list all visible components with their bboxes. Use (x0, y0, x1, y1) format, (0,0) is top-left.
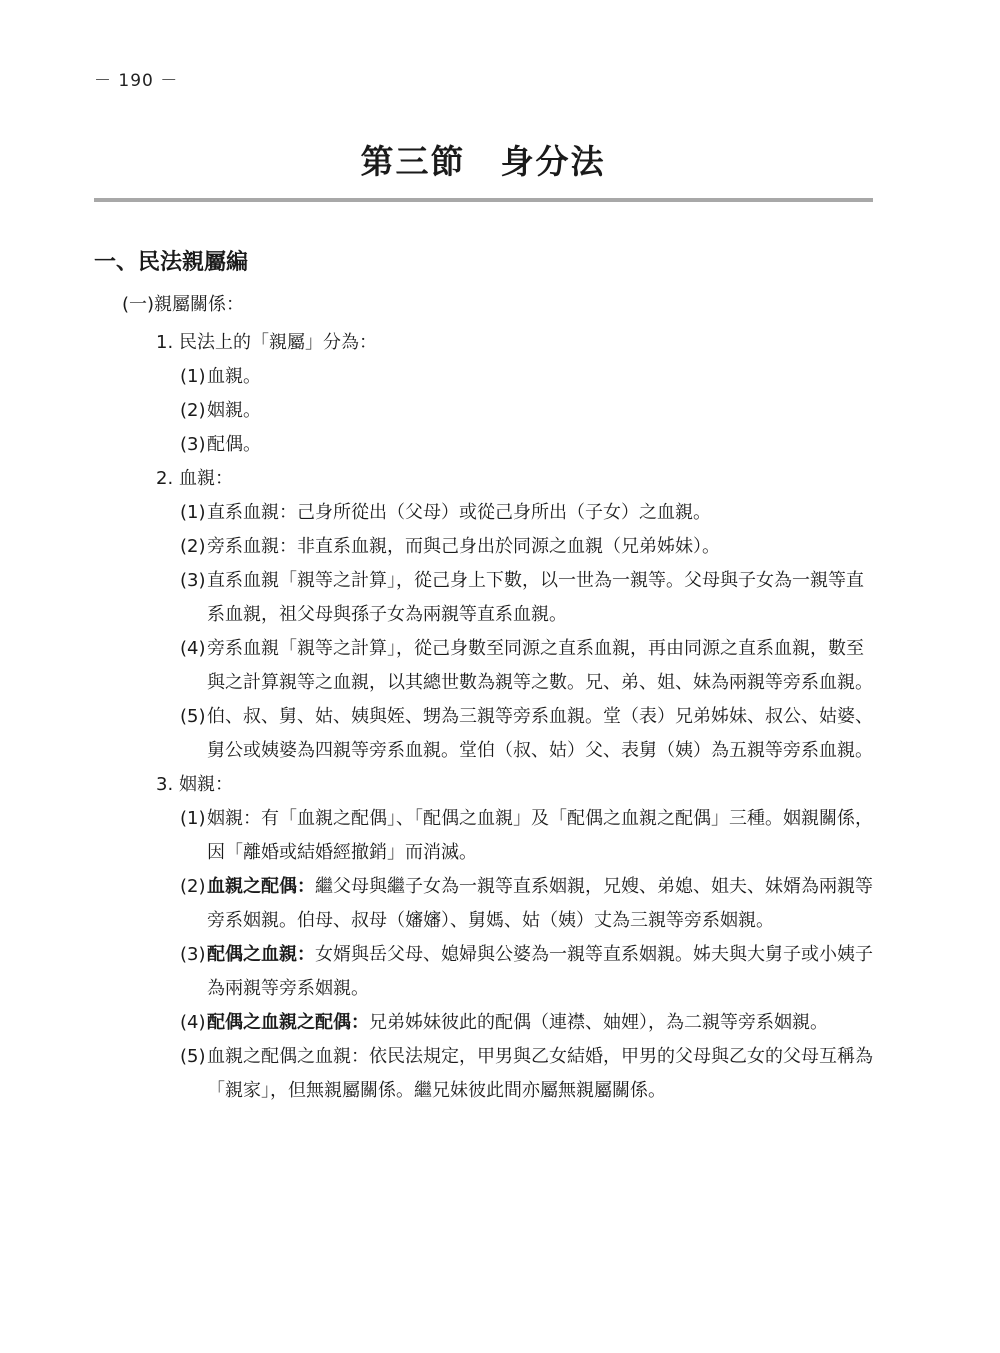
sub-list-item (94, 360, 873, 394)
sub-item-number: (2) (180, 536, 206, 557)
sub-item-text: 血親。 (207, 366, 261, 387)
sub-item-text (207, 1006, 873, 1040)
sub-list-item (94, 870, 873, 938)
item-text: 民法上的「親屬」分為： (179, 332, 377, 353)
sub-item-body: 兄弟姊妹彼此的配偶（連襟、妯娌），為二親等旁系姻親。 (369, 1012, 828, 1033)
item-number: 2. (156, 468, 174, 489)
sub-item-text: 直系血親「親等之計算」，從己身上下數，以一世為一親等。父母與子女為一親等直系血親，祖父母與孫子女為兩親等直系血親。 (207, 570, 864, 625)
list-item (94, 326, 873, 360)
sub-list-item (94, 700, 873, 768)
sub-list-item (94, 394, 873, 428)
sub-item-lead: 配偶之血親： (207, 944, 315, 965)
sub-item-number: (5) (180, 1046, 206, 1067)
item-text: 血親： (179, 468, 233, 489)
sub-item-body: 女婿與岳父母、媳婦與公婆為一親等直系姻親。姊夫與大舅子或小姨子為兩親等旁系姻親。 (207, 944, 873, 999)
sub-item-lead: 血親之配偶： (207, 876, 315, 897)
sub-list-item (94, 1006, 873, 1040)
list-item (94, 768, 873, 802)
sub-list-item (94, 938, 873, 1006)
sub-item-text: 血親之配偶之血親：依民法規定，甲男與乙女結婚，甲男的父母與乙女的父母互稱為「親家」，但無親屬關係。繼兄妹彼此間亦屬無親屬關係。 (207, 1046, 873, 1101)
sub-item-text: 配偶。 (207, 434, 261, 455)
content-body (94, 326, 873, 1108)
sub-item-text: 姻親：有「血親之配偶」、「配偶之血親」及「配偶之血親之配偶」三種。姻親關係，因「離婚或結婚經撤銷」而消滅。 (207, 808, 873, 863)
sub-item-lead: 配偶之血親之配偶： (207, 1012, 369, 1033)
sub-item-number: (3) (180, 434, 206, 455)
sub-item-text: 姻親。 (207, 400, 261, 421)
item-text: 姻親： (179, 774, 233, 795)
section-heading: 一、民法親屬編 (94, 250, 249, 275)
sub-list-item (94, 530, 873, 564)
title-divider (94, 198, 873, 202)
sub-list-item (94, 1040, 873, 1108)
item-number: 3. (156, 774, 174, 795)
sub-item-number: (3) (180, 944, 206, 965)
sub-item-text: 旁系血親「親等之計算」，從己身數至同源之直系血親，再由同源之直系血親，數至與之計算親等之血親，以其總世數為親等之數。兄、弟、姐、妹為兩親等旁系血親。 (207, 638, 873, 693)
sub-item-text: 伯、叔、舅、姑、姨與姪、甥為三親等旁系血親。堂（表）兄弟姊妹、叔公、姑婆、舅公或姨婆為四親等旁系血親。堂伯（叔、姑）父、表舅（姨）為五親等旁系血親。 (207, 706, 873, 761)
sub-item-text: 旁系血親：非直系血親，而與己身出於同源之血親（兄弟姊妹）。 (207, 536, 720, 557)
sub-list-item (94, 802, 873, 870)
sub-list-item (94, 496, 873, 530)
sub-item-number: (1) (180, 808, 206, 829)
sub-item-text (207, 870, 873, 938)
sub-item-number: (2) (180, 400, 206, 421)
sub-heading: (一)親屬關係： (122, 294, 245, 315)
sub-item-text (207, 938, 873, 1006)
list-item (94, 462, 873, 496)
sub-item-number: (4) (180, 1012, 206, 1033)
sub-item-number: (3) (180, 570, 206, 591)
page-number: － 190 － (94, 71, 179, 91)
sub-item-body: 繼父母與繼子女為一親等直系姻親，兄嫂、弟媳、姐夫、妹婿為兩親等旁系姻親。伯母、叔母（嬸嬸）、舅媽、姑（姨）丈為三親等旁系姻親。 (207, 876, 873, 931)
sub-item-number: (4) (180, 638, 206, 659)
sub-list-item (94, 564, 873, 632)
sub-item-text: 直系血親：己身所從出（父母）或從己身所出（子女）之血親。 (207, 502, 711, 523)
sub-item-number: (1) (180, 502, 206, 523)
item-number: 1. (156, 332, 174, 353)
sub-item-number: (1) (180, 366, 206, 387)
chapter-title: 第三節 身分法 (360, 142, 606, 181)
sub-list-item (94, 632, 873, 700)
sub-item-number: (2) (180, 876, 206, 897)
sub-item-number: (5) (180, 706, 206, 727)
sub-list-item (94, 428, 873, 462)
